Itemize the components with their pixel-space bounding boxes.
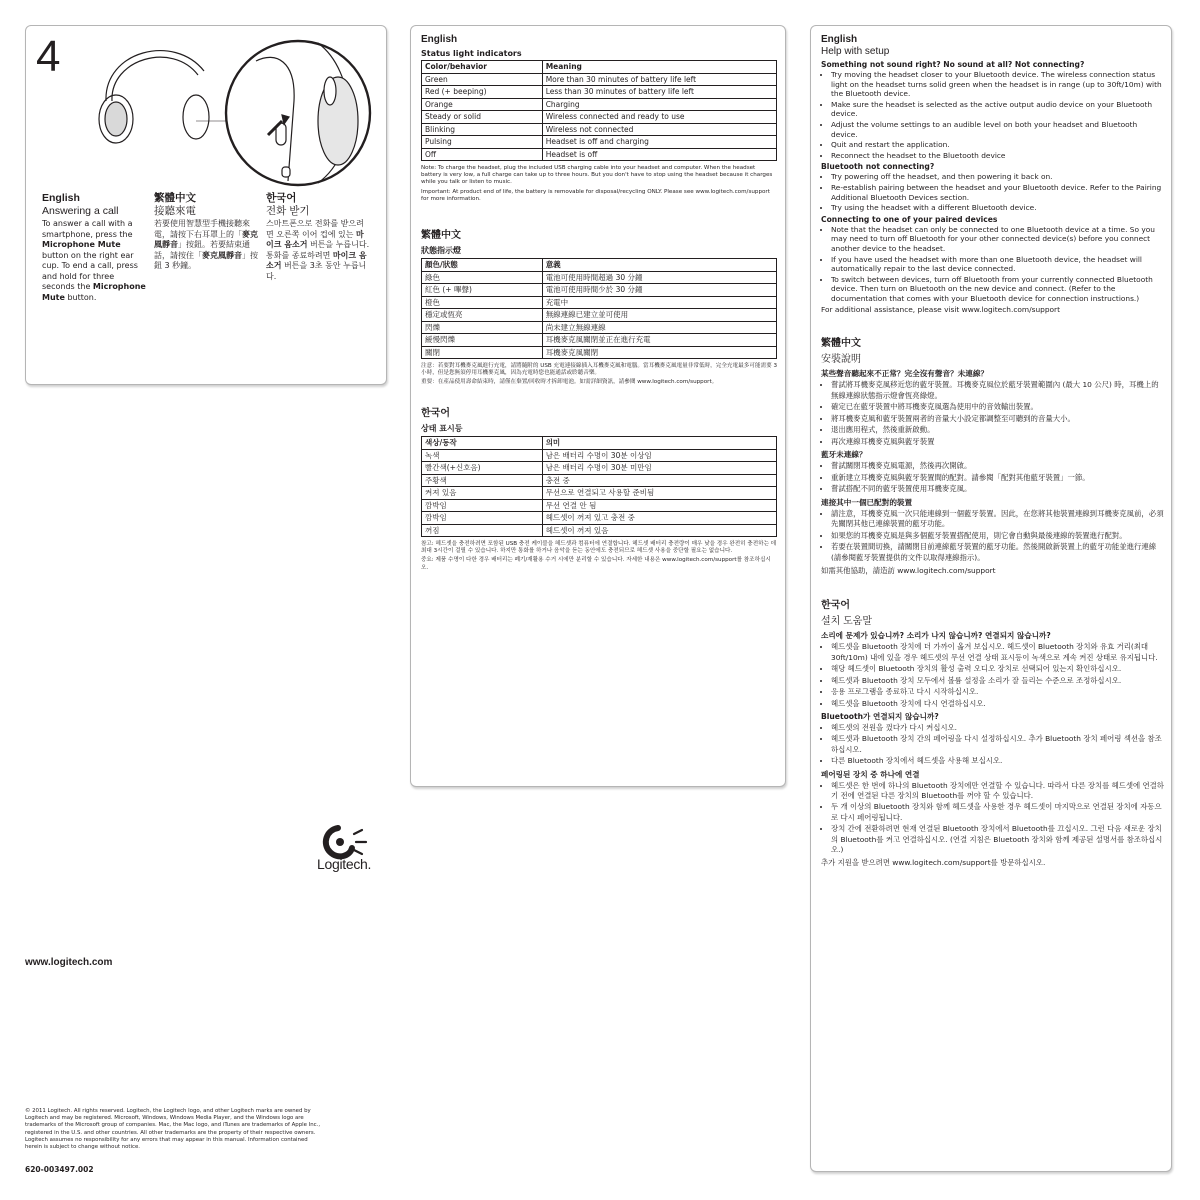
table-cell: Blinking <box>422 123 543 136</box>
lang-heading: 한국어 <box>421 408 450 419</box>
table-cell: Charging <box>542 98 776 111</box>
status-table <box>421 60 777 161</box>
table-cell: 헤드셋이 꺼져 있음 <box>542 524 776 537</box>
question-heading: 藍牙未連線？ <box>821 450 867 460</box>
table-cell: 緩慢閃爍 <box>422 334 543 347</box>
table-cell: Orange <box>422 98 543 111</box>
lang-heading: 繁體中文 <box>154 192 196 204</box>
table-cell: More than 30 minutes of battery life left <box>542 73 776 86</box>
status-section <box>421 34 777 205</box>
table-cell: 無線連線已建立並可使用 <box>542 309 776 322</box>
table-cell: Pulsing <box>422 136 543 149</box>
status-note <box>421 165 777 203</box>
tip-list <box>821 380 1165 447</box>
table-row <box>422 73 777 86</box>
table-cell: 穩定或恆亮 <box>422 309 543 322</box>
list-item: • 請注意，耳機麥克風一次只能連線到一個藍牙裝置。因此，在您將其他裝置連線到耳機麥克風前，必須先關閉其他已連線裝置的藍牙功能。 <box>831 509 1165 530</box>
answering-en <box>42 193 147 303</box>
table-cell: 紅色 (+ 嗶聲) <box>422 284 543 297</box>
list-item: • 장치 간에 전환하려면 현재 연결된 Bluetooth 장치에서 Bluetooth를 끄십시오. 그런 다음 새로운 장치의 Bluetooth를 켜고 연결하십시오. (연결 지침은 Bluetooth 장치와 함께 제공된 설명서를 참조하십시오.) <box>831 824 1165 855</box>
table-cell: 빨간색(+신호음) <box>422 462 543 475</box>
instructions: 若要使用智慧型手機接聽來電，請按下右耳罩上的「麥克風靜音」按鈕。若要結束通話，請按住「麥克風靜音」按鈕 3 秒鐘。 <box>154 219 258 270</box>
note-paragraph: 참고: 헤드셋을 충전하려면 포함된 USB 충전 케이블을 헤드셋과 컴퓨터에 연결합니다. 헤드셋 배터리 충전량이 매우 낮을 경우 완전히 충전하는 데 최대 3시간이 걸릴 수 있습니다. 하지만 통화를 하거나 음악을 듣는 동안에도 충전되므로 헤드셋 사용을 중단할 필요는 없습니다. <box>421 541 777 555</box>
table-cell: 閃爍 <box>422 321 543 334</box>
table-row <box>422 111 777 124</box>
list-item: • 응용 프로그램을 종료하고 다시 시작하십시오. <box>831 687 1165 697</box>
list-item: • 헤드셋과 Bluetooth 장치 모두에서 볼륨 설정을 소리가 잘 들리는 수준으로 조정하십시오. <box>831 676 1165 686</box>
note-paragraph: 重要：在產品使用壽命結束時，請僅在棄置/回收時才拆卸電池。如需詳細資訊，請參閱 www.logitech.com/support。 <box>421 379 718 386</box>
lang-heading: 한국어 <box>266 192 297 204</box>
section-title: Help with setup <box>821 46 890 57</box>
section-title: 狀態指示燈 <box>421 246 461 255</box>
table-row <box>422 346 777 359</box>
table-cell: Wireless connected and ready to use <box>542 111 776 124</box>
list-item: • 再次連線耳機麥克風與藍牙裝置 <box>831 437 1165 448</box>
table-cell: 무선으로 연결되고 사용할 준비됨 <box>542 487 776 500</box>
help-panel <box>810 25 1172 1172</box>
list-item: • Note that the headset can only be connected to one Bluetooth device at a time. So you may need to turn off Bluetooth for your other connected device(s) before you connect another device to the headset. <box>831 225 1165 254</box>
table-header <box>422 259 777 272</box>
support-link-text: 추가 지원을 받으려면 www.logitech.com/support를 방문하십시오. <box>821 858 1046 868</box>
list-item: • 헤드셋은 한 번에 하나의 Bluetooth 장치에만 연결할 수 있습니다. 따라서 다른 장치를 헤드셋에 연결하기 전에 연결된 다른 장치의 Bluetooth를 꺼야 할 수 있습니다. <box>831 781 1165 802</box>
table-cell: Headset is off and charging <box>542 136 776 149</box>
note-paragraph: 중요: 제품 수명이 다한 경우 배터리는 폐기/재활용 수거 시에만 분리할 수 있습니다. 자세한 내용은 www.logitech.com/support를 참조하십시오. <box>421 557 771 571</box>
note-paragraph: Note: To charge the headset, plug the included USB charging cable into your headset and computer. When the headset battery is very low, a full charge can take up to three hours. But you don't have to stop using the headset because it charges while you talk or listen to music. <box>421 165 773 186</box>
table-row <box>422 98 777 111</box>
support-link-text: 如需其他協助，請造訪 www.logitech.com/support <box>821 566 996 576</box>
answering-panel <box>25 25 387 385</box>
page-number: 4 <box>36 32 61 81</box>
table-cell: 耳機麥克風關閉並正在進行充電 <box>542 334 776 347</box>
status-section <box>421 226 777 389</box>
lang-heading: 繁體中文 <box>821 338 861 350</box>
website-url: www.logitech.com <box>25 957 113 968</box>
list-item: • 嘗試搭配不同的藍牙裝置使用耳機麥克風。 <box>831 484 1165 495</box>
section-title: 상태 표시등 <box>421 424 463 433</box>
answering-zh <box>154 193 259 272</box>
table-row <box>422 474 777 487</box>
table-cell: 尚未建立無線連線 <box>542 321 776 334</box>
list-item: • Re-establish pairing between the headset and your Bluetooth device. Refer to the Pairing Additional Bluetooth Devices section. <box>831 183 1165 202</box>
section-title: 전화 받기 <box>266 204 310 217</box>
list-item: • Quit and restart the application. <box>831 140 1165 150</box>
table-cell: Steady or solid <box>422 111 543 124</box>
table-cell: 충전 중 <box>542 474 776 487</box>
status-panel <box>410 25 786 787</box>
list-item: • 해당 헤드셋이 Bluetooth 장치의 활성 출력 오디오 장치로 선택되어 있는지 확인하십시오. <box>831 664 1165 674</box>
table-cell: 무선 연결 안 됨 <box>542 499 776 512</box>
tip-list <box>821 461 1165 495</box>
lang-heading: English <box>421 34 458 45</box>
list-item: • 헤드셋을 Bluetooth 장치에 더 가까이 옮겨 보십시오. 헤드셋이 Bluetooth 장치와 유효 거리(최대 30ft/10m) 내에 있을 경우 헤드셋의 무선 연결 상태 표시등이 녹색으로 계속 켜진 상태로 유지됩니다. <box>831 642 1165 663</box>
tip-list <box>821 70 1165 160</box>
section-title: 설치 도움말 <box>821 616 873 628</box>
table-row <box>422 512 777 525</box>
column-header: 색상/동작 <box>422 437 543 450</box>
help-section-zh <box>821 334 1165 596</box>
section-title: Answering a call <box>42 204 119 217</box>
copyright-notice: © 2011 Logitech. All rights reserved. Logitech, the Logitech logo, and other Logitech marks are owned by Logitech and may be registered. Microsoft, Windows, Windows Media Player, and the Windows logo are trademarks of the Microsoft group of companies. Mac, the Mac logo, and iTunes are trademarks of Apple Inc., registered in the U.S. and other countries. All other trademarks are the property of their respective owners. Logitech assumes no responsibility for any errors that may appear in this manual. Information contained herein is subject to change without notice. <box>25 1108 321 1151</box>
question-heading: Connecting to one of your paired devices <box>821 214 998 224</box>
section-title: Status light indicators <box>421 49 522 58</box>
table-row <box>422 271 777 284</box>
table-cell: 켜져 있음 <box>422 487 543 500</box>
list-item: • 다른 Bluetooth 장치에서 헤드셋을 사용해 보십시오. <box>831 756 1165 766</box>
question-heading: Something not sound right? No sound at all? Not connecting? <box>821 60 1085 69</box>
headset-illustration <box>86 31 386 191</box>
list-item: • Try moving the headset closer to your Bluetooth device. The wireless connection status light on the headset turns solid green when the headset is in range (up to 30ft/10m) with the Bluetooth device. <box>831 70 1165 99</box>
column-header: 의미 <box>542 437 776 450</box>
note-paragraph: 注意：若要對耳機麥克風進行充電，請將隨附的 USB 充電連接線插入耳機麥克風和電腦。當耳機麥克風電量非常低時，完全充電最多可能需要 3 小時，但是您無須停用耳機麥克風，因為充電時您也能通話或聆聽音樂。 <box>421 363 778 377</box>
table-cell: 깜박임 <box>422 499 543 512</box>
table-row <box>422 296 777 309</box>
list-item: • Try powering off the headset, and then powering it back on. <box>831 172 1165 182</box>
table-cell: 꺼짐 <box>422 524 543 537</box>
list-item: • 헤드셋을 Bluetooth 장치에 다시 연결하십시오. <box>831 699 1165 709</box>
lang-heading: English <box>821 34 858 45</box>
table-cell: 남은 배터리 수명이 30분 미만임 <box>542 462 776 475</box>
table-cell: 關閉 <box>422 346 543 359</box>
table-header <box>422 437 777 450</box>
status-note <box>421 541 777 572</box>
table-cell: 耳機麥克風關閉 <box>542 346 776 359</box>
list-item: • 두 개 이상의 Bluetooth 장치와 함께 헤드셋을 사용한 경우 헤드셋이 마지막으로 연결된 장치에 자동으로 다시 페어링됩니다. <box>831 802 1165 823</box>
help-section-ko <box>821 596 1165 868</box>
list-item: • 將耳機麥克風和藍牙裝置兩者的音量大小設定都調整至可聽到的音量大小。 <box>831 414 1165 425</box>
section-title: 安裝說明 <box>821 354 861 366</box>
table-cell: 橙色 <box>422 296 543 309</box>
question-heading: 連接其中一個已配對的裝置 <box>821 497 913 507</box>
logitech-wordmark: Logitech. <box>317 856 372 872</box>
list-item: • 헤드셋의 전원을 껐다가 다시 켜십시오. <box>831 723 1165 733</box>
tip-list <box>821 781 1165 856</box>
tip-list <box>821 723 1165 767</box>
instructions: To answer a call with a smartphone, press the Microphone Mute button on the right ear cup. To end a call, press and hold for three seconds the Microphone Mute button. <box>42 219 146 302</box>
table-row <box>422 462 777 475</box>
question-heading: Bluetooth가 연결되지 않습니까? <box>821 711 939 721</box>
table-cell: 充電中 <box>542 296 776 309</box>
status-table <box>421 258 777 359</box>
table-row <box>422 524 777 537</box>
list-item: • 重新建立耳機麥克風與藍牙裝置間的配對。請參閱「配對其他藍牙裝置」一節。 <box>831 473 1165 484</box>
section-title: 接聽來電 <box>154 204 196 217</box>
table-cell: 남은 배터리 수명이 30분 이상임 <box>542 449 776 462</box>
table-row <box>422 449 777 462</box>
column-header: Color/behavior <box>422 61 543 74</box>
table-header <box>422 61 777 74</box>
status-note <box>421 363 777 387</box>
list-item: • Make sure the headset is selected as the active output audio device on your Bluetooth device. <box>831 100 1165 119</box>
table-cell: 綠色 <box>422 271 543 284</box>
column-header: 意義 <box>542 259 776 272</box>
table-row <box>422 487 777 500</box>
list-item: • 如果您的耳機麥克風是與多個藍牙裝置搭配使用，則它會自動與最後連線的裝置進行配對。 <box>831 531 1165 542</box>
list-item: • Adjust the volume settings to an audible level on both your headset and Bluetooth device. <box>831 120 1165 139</box>
tip-list <box>821 172 1165 212</box>
list-item: • 退出應用程式，然後重新啟動。 <box>831 425 1165 436</box>
table-row <box>422 321 777 334</box>
question-heading: 소리에 문제가 있습니까? 소리가 나지 않습니까? 연결되지 않습니까? <box>821 631 1051 641</box>
list-item: • 嘗試關閉耳機麥克風電源，然後再次開啟。 <box>831 461 1165 472</box>
question-heading: 某些聲音聽起來不正常？完全沒有聲音？未連線？ <box>821 369 989 379</box>
table-cell: 電池可使用時間超過 30 分鐘 <box>542 271 776 284</box>
table-row <box>422 309 777 322</box>
table-cell: Green <box>422 73 543 86</box>
table-row <box>422 86 777 99</box>
table-row <box>422 334 777 347</box>
table-cell: Off <box>422 148 543 161</box>
table-row <box>422 284 777 297</box>
tip-list <box>821 509 1165 564</box>
table-row <box>422 148 777 161</box>
table-cell: 電池可使用時間少於 30 分鐘 <box>542 284 776 297</box>
table-cell: Red (+ beeping) <box>422 86 543 99</box>
list-item: • To switch between devices, turn off Bluetooth from your currently connected Bluetooth device. Then turn on Bluetooth on the new device and connect. (Refer to the documentation that comes with your Bluetooth device for connection instructions.) <box>831 275 1165 304</box>
question-heading: Bluetooth not connecting? <box>821 162 935 172</box>
support-link-text: For additional assistance, please visit www.logitech.com/support <box>821 305 1060 315</box>
tip-list <box>821 642 1165 708</box>
list-item: • 確定已在藍牙裝置中將耳機麥克風選為使用中的音效輸出裝置。 <box>831 402 1165 413</box>
lang-heading: English <box>42 192 80 204</box>
list-item: • 嘗試將耳機麥克風移近您的藍牙裝置。耳機麥克風位於藍牙裝置範圍內 (最大 10 公尺) 時，耳機上的無線連線狀態指示燈會恆亮綠燈。 <box>831 380 1165 401</box>
answering-ko <box>266 193 371 282</box>
list-item: • 若要在裝置間切換，請關閉目前連線藍牙裝置的藍牙功能。然後開啟新裝置上的藍牙功能並進行連線 (請參閱藍牙裝置提供的文件以取得連線指示)。 <box>831 542 1165 563</box>
column-header: 顏色/狀態 <box>422 259 543 272</box>
table-cell: Headset is off <box>542 148 776 161</box>
column-header: Meaning <box>542 61 776 74</box>
instructions: 스마트폰으로 전화를 받으려면 오른쪽 이어 컵에 있는 마이크 음소거 버튼을 누릅니다. 통화를 종료하려면 마이크 음소거 버튼을 3초 동안 누릅니다. <box>266 219 370 281</box>
status-section <box>421 404 777 574</box>
note-paragraph: Important: At product end of life, the battery is removable for disposal/recycling ONLY. Please see www.logitech.com/support for more information. <box>421 188 770 202</box>
lang-heading: 繁體中文 <box>421 230 461 241</box>
help-section-en <box>821 34 1165 334</box>
part-number: 620-003497.002 <box>25 1165 94 1174</box>
table-row <box>422 499 777 512</box>
status-table <box>421 436 777 537</box>
question-heading: 페어링된 장치 중 하나에 연결 <box>821 769 920 779</box>
list-item: • If you have used the headset with more than one Bluetooth device, the headset will automatically repair to the last device connected. <box>831 255 1165 274</box>
table-cell: Less than 30 minutes of battery life left <box>542 86 776 99</box>
table-row <box>422 136 777 149</box>
list-item: • Try using the headset with a different Bluetooth device. <box>831 203 1165 213</box>
list-item: • 헤드셋과 Bluetooth 장치 간의 페어링을 다시 설정하십시오. 추가 Bluetooth 장치 페어링 섹션을 참조하십시오. <box>831 734 1165 755</box>
lang-heading: 한국어 <box>821 600 850 612</box>
table-row <box>422 123 777 136</box>
table-cell: 주황색 <box>422 474 543 487</box>
table-cell: 헤드셋이 꺼져 있고 충전 중 <box>542 512 776 525</box>
table-cell: 녹색 <box>422 449 543 462</box>
table-cell: Wireless not connected <box>542 123 776 136</box>
tip-list <box>821 225 1165 304</box>
list-item: • Reconnect the headset to the Bluetooth device <box>831 151 1165 161</box>
table-cell: 깜박임 <box>422 512 543 525</box>
